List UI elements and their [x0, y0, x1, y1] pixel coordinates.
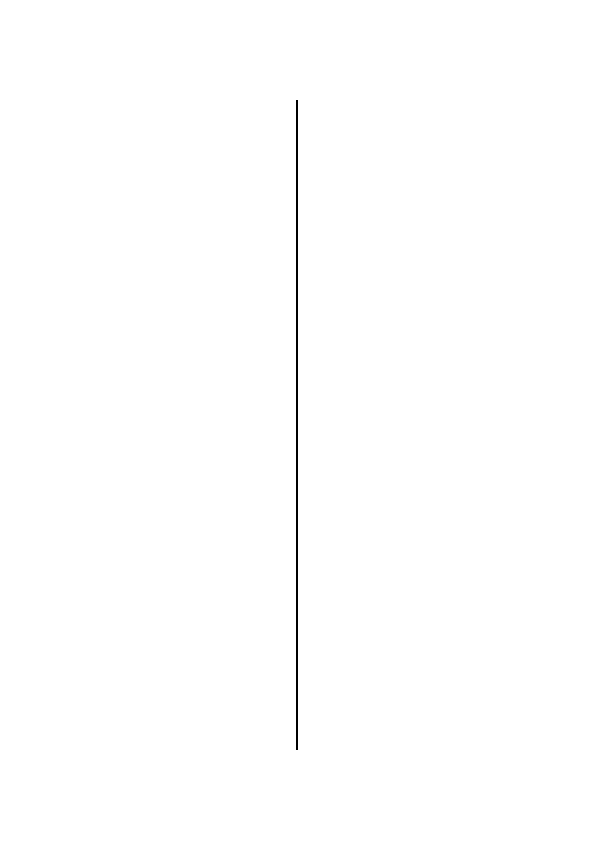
column-divider	[296, 100, 298, 750]
right-column	[308, 100, 513, 714]
paragraph	[308, 117, 513, 161]
paragraph	[308, 384, 513, 428]
paragraph	[82, 308, 282, 352]
right-section-1	[308, 100, 513, 341]
paragraph	[82, 477, 282, 537]
section-heading	[82, 460, 282, 473]
paragraph	[82, 274, 282, 302]
paragraph	[308, 297, 513, 341]
paragraph	[82, 174, 282, 218]
paragraph	[308, 500, 513, 560]
paragraph	[308, 566, 513, 626]
document-subtitle	[82, 118, 282, 131]
paragraph	[308, 167, 513, 291]
paragraph	[82, 543, 282, 603]
paragraph	[82, 224, 282, 268]
section-heading	[308, 100, 513, 113]
left-section-2	[82, 460, 282, 685]
paragraph	[82, 609, 282, 685]
paragraph	[82, 358, 282, 434]
section-heading	[82, 157, 282, 170]
left-column	[82, 100, 282, 691]
paragraph	[308, 632, 513, 708]
document-title	[82, 100, 282, 114]
section-heading	[308, 367, 513, 380]
right-section-2	[308, 367, 513, 708]
paragraph	[308, 434, 513, 494]
left-section-1	[82, 157, 282, 434]
